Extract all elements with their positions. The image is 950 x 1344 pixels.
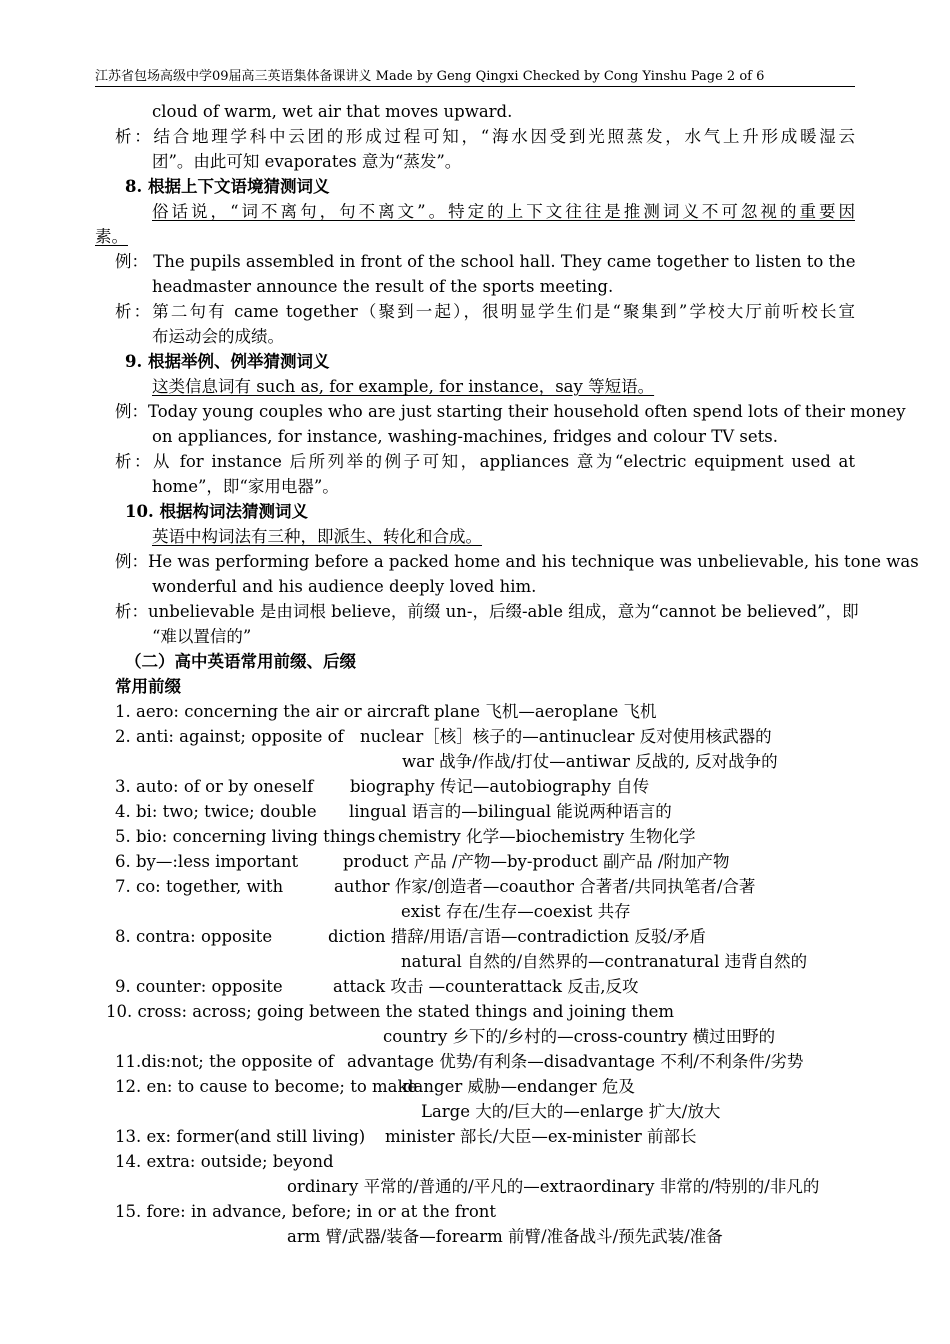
- text-line: 15. fore: in advance, before; in or at the front: [115, 1202, 497, 1221]
- text-line: arm 臂/武器/装备—forearm 前臂/准备战斗/预先武装/准备: [287, 1227, 723, 1246]
- text-line: biography 传记—autobiography 自传: [350, 777, 650, 796]
- text-line: attack 攻击 —counterattack 反击,反攻: [333, 977, 639, 996]
- text-line: 2. anti: against; opposite of: [115, 727, 344, 746]
- text-line: 9. counter: opposite: [115, 977, 283, 996]
- text-line: “难以置信的”: [152, 627, 252, 646]
- text-line: exist 存在/生存—coexist 共存: [401, 902, 631, 921]
- text-line: 析：第二句有 came together（聚到一起），很明显学生们是“聚集到”学校大厅前听校长宣: [115, 302, 855, 321]
- text-line: nuclear［核］核子的—antinuclear 反对使用核武器的: [360, 727, 772, 746]
- text-line: natural 自然的/自然界的—contranatural 违背自然的: [401, 952, 808, 971]
- text-line: wonderful and his audience deeply loved him.: [152, 577, 537, 596]
- text-line: danger 威胁—endanger 危及: [403, 1077, 635, 1096]
- text-line: plane 飞机—aeroplane 飞机: [434, 702, 657, 721]
- text-line: 4. bi: two; twice; double: [115, 802, 317, 821]
- text-line: 7. co: together, with: [115, 877, 284, 896]
- text-line: 团”。由此可知 evaporates 意为“蒸发”。: [152, 152, 462, 171]
- text-line: Large 大的/巨大的—enlarge 扩大/放大: [421, 1102, 721, 1121]
- text-line: 这类信息词有 such as, for example, for instance，say 等短语。: [152, 377, 655, 396]
- section-heading: 9. 根据举例、例举猜测词义: [125, 352, 330, 371]
- section-heading: 10. 根据构词法猜测词义: [125, 502, 308, 521]
- text-line: 10. cross: across; going between the stated things and joining them: [106, 1002, 675, 1021]
- text-line: 布运动会的成绩。: [152, 327, 284, 346]
- text-line: 12. en: to cause to become; to make: [115, 1077, 418, 1096]
- text-line: chemistry 化学—biochemistry 生物化学: [378, 827, 696, 846]
- text-line: country 乡下的/乡村的—cross-country 横过田野的: [383, 1027, 776, 1046]
- text-line: 例：He was performing before a packed home and his technique was unbelievable, his tone was: [115, 552, 919, 571]
- text-line: product 产品 /产物—by-product 副产品 /附加产物: [343, 852, 730, 871]
- text-line: 8. contra: opposite: [115, 927, 273, 946]
- text-line: 例： The pupils assembled in front of the school hall. They came together to listen to the: [115, 252, 856, 271]
- text-line: 析：从 for instance 后所列举的例子可知，appliances 意为“electric equipment used at: [115, 452, 855, 471]
- text-line: 13. ex: former(and still living): [115, 1127, 366, 1146]
- text-line: minister 部长/大臣—ex-minister 前部长: [385, 1127, 697, 1146]
- section-heading: 8. 根据上下文语境猜测词义: [125, 177, 330, 196]
- text-line: 俗话说，“词不离句，句不离文”。特定的上下文往往是推测词义不可忽视的重要因: [152, 202, 855, 221]
- text-line: advantage 优势/有利条—disadvantage 不利/不利条件/劣势: [347, 1052, 804, 1071]
- text-line: 14. extra: outside; beyond: [115, 1152, 334, 1171]
- text-line: war 战争/作战/打仗—antiwar 反战的, 反对战争的: [402, 752, 778, 771]
- section-heading: （二）高中英语常用前缀、后缀: [125, 652, 356, 671]
- text-line: cloud of warm, wet air that moves upward.: [152, 102, 513, 121]
- text-line: 析：unbelievable 是由词根 believe，前缀 un-，后缀-able 组成，意为“cannot be believed”，即: [115, 602, 859, 621]
- text-line: 例：Today young couples who are just starting their household often spend lots of their money: [115, 402, 906, 421]
- page-header: 江苏省包场高级中学09届高三英语集体备课讲义 Made by Geng Qingxi Checked by Cong Yinshu Page 2 of 6: [95, 68, 855, 87]
- text-line: 英语中构词法有三种，即派生、转化和合成。: [152, 527, 482, 546]
- text-line: 素。: [95, 227, 128, 246]
- text-line: ordinary 平常的/普通的/平凡的—extraordinary 非常的/特别的/非凡的: [287, 1177, 820, 1196]
- text-line: diction 措辞/用语/言语—contradiction 反驳/矛盾: [328, 927, 706, 946]
- text-line: 6. by—:less important: [115, 852, 299, 871]
- text-line: 3. auto: of or by oneself: [115, 777, 314, 796]
- text-line: headmaster announce the result of the sports meeting.: [152, 277, 614, 296]
- section-heading: 常用前缀: [115, 677, 181, 696]
- text-line: 11.dis:not; the opposite of: [115, 1052, 334, 1071]
- text-line: lingual 语言的—bilingual 能说两种语言的: [349, 802, 672, 821]
- text-line: 析：结合地理学科中云团的形成过程可知，“海水因受到光照蒸发，水气上升形成暖湿云: [115, 127, 855, 146]
- text-line: home”，即“家用电器”。: [152, 477, 339, 496]
- text-line: 5. bio: concerning living things: [115, 827, 376, 846]
- text-line: author 作家/创造者—coauthor 合著者/共同执笔者/合著: [334, 877, 756, 896]
- text-line: on appliances, for instance, washing-machines, fridges and colour TV sets.: [152, 427, 778, 446]
- text-line: 1. aero: concerning the air or aircraft: [115, 702, 430, 721]
